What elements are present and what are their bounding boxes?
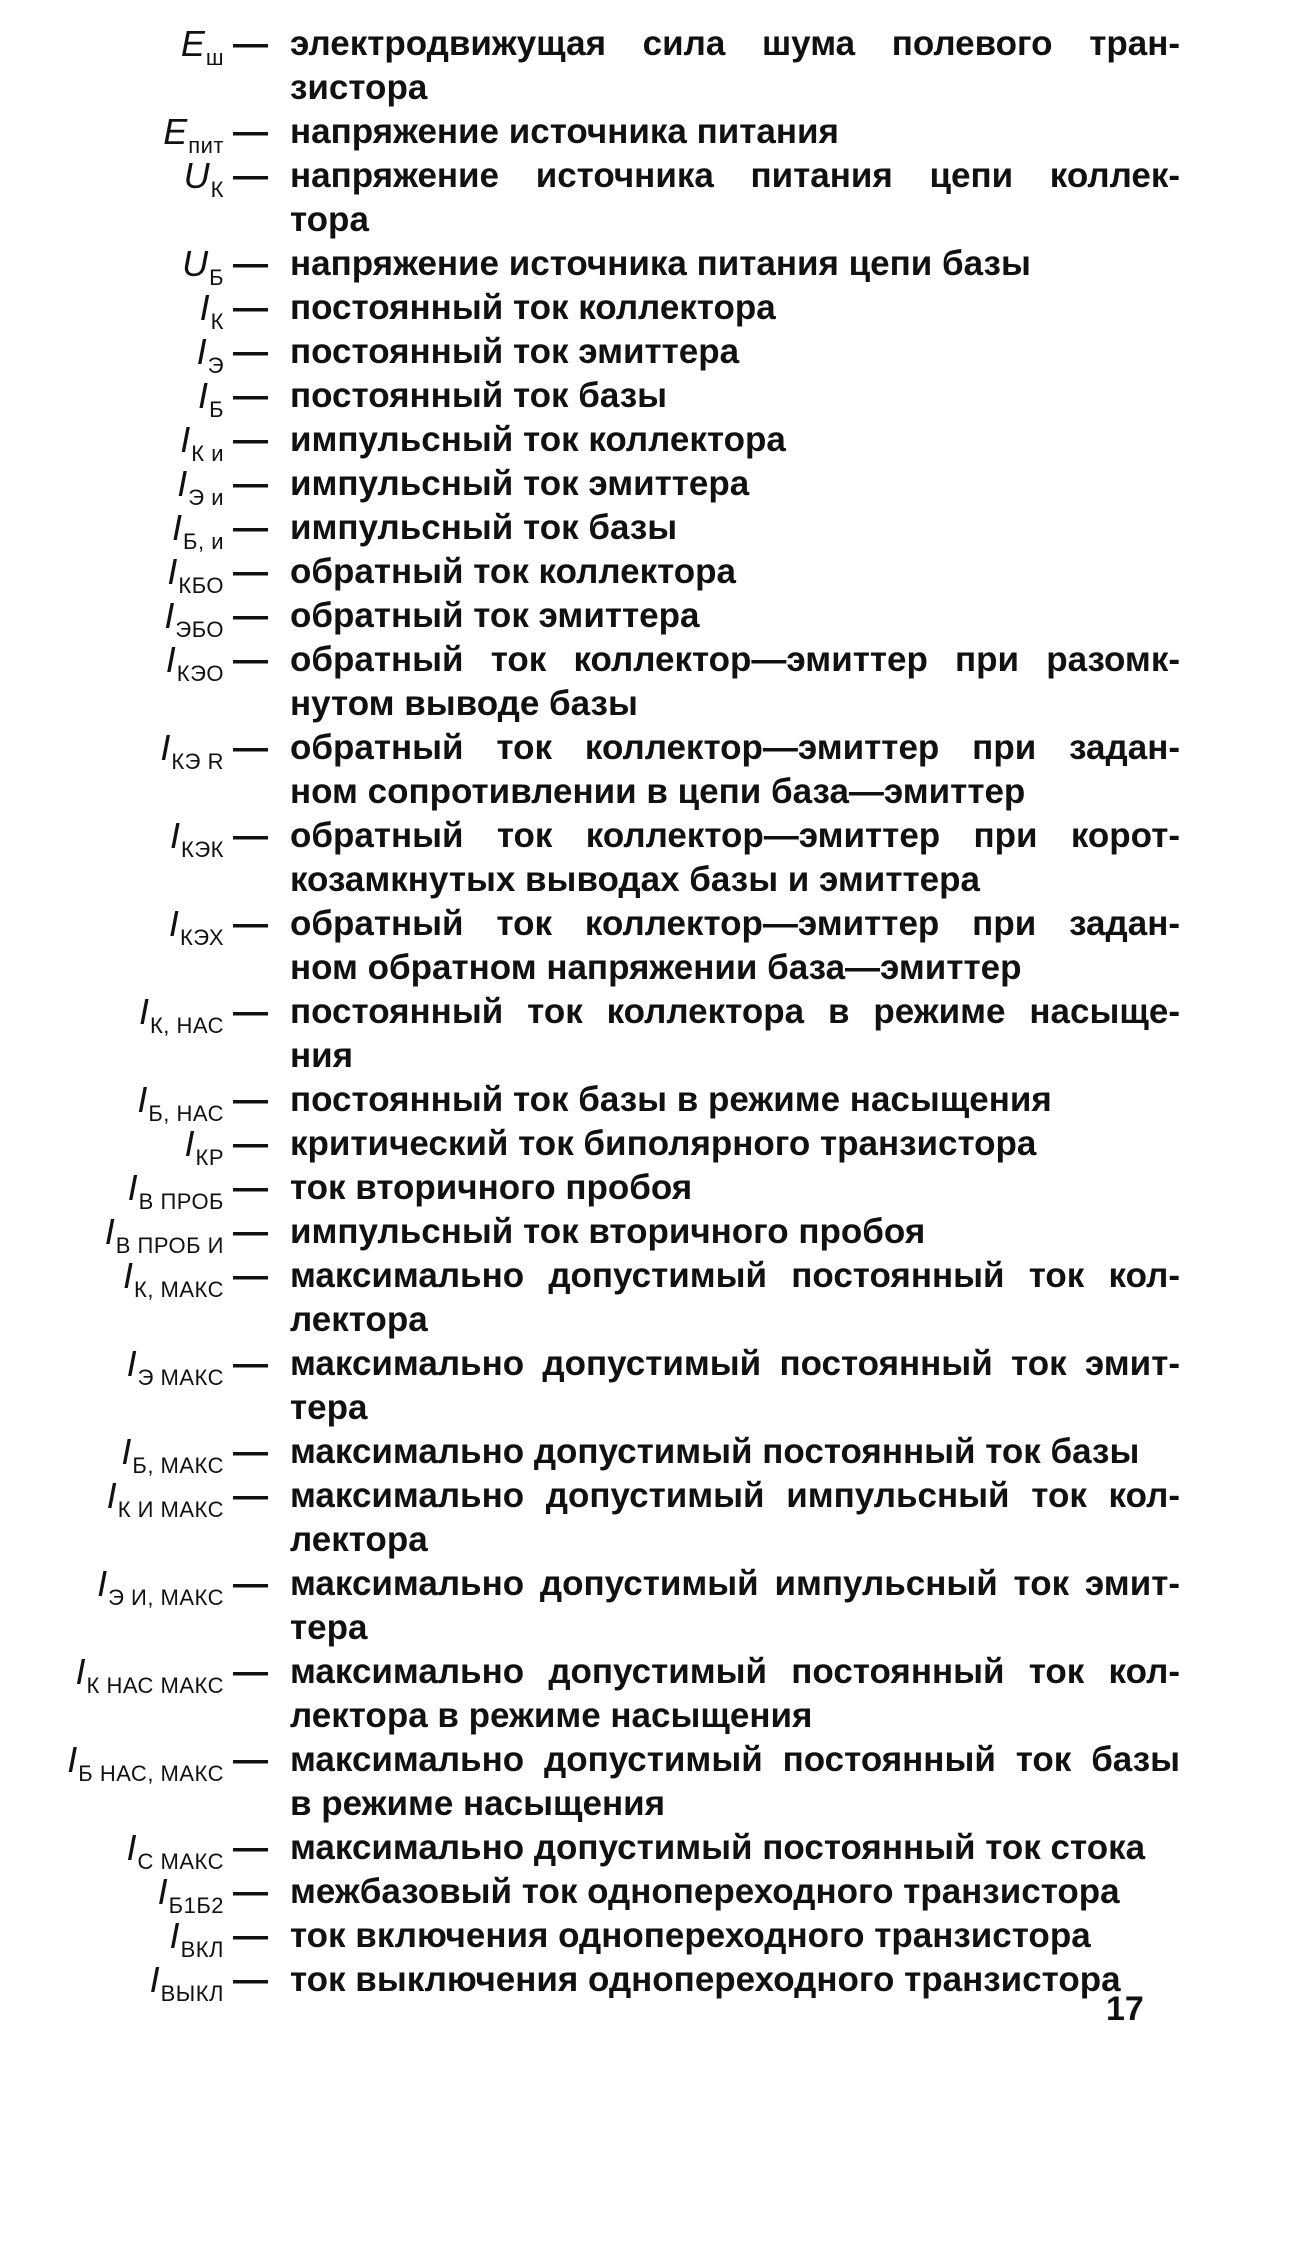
definition xyxy=(290,1122,1180,1166)
symbol xyxy=(184,154,224,203)
symbol xyxy=(137,1078,224,1127)
symbol xyxy=(180,418,224,467)
symbol-main: I xyxy=(122,1255,133,1296)
glossary-entry xyxy=(0,1826,1296,1874)
definition xyxy=(290,814,1180,902)
symbol-main: I xyxy=(67,1739,78,1780)
symbol xyxy=(127,1342,224,1391)
em-dash: — xyxy=(233,156,268,195)
em-dash: — xyxy=(233,640,268,679)
definition-line: максимально допустимый постоянный ток базы xyxy=(290,1432,1140,1471)
symbol xyxy=(97,1562,224,1611)
definition-line: обратный ток эмиттера xyxy=(290,596,700,635)
em-dash: — xyxy=(233,1916,268,1955)
definition-line: обратный ток коллектор—эмиттер при корот- xyxy=(290,816,1180,855)
symbol-subscript: К И МАКС xyxy=(117,1497,224,1522)
definition xyxy=(290,110,1180,154)
definition-line: обратный ток коллектор—эмиттер при задан- xyxy=(290,728,1180,767)
definition-line: напряжение источника питания цепи базы xyxy=(290,244,1031,283)
definition xyxy=(290,462,1180,506)
symbol-main: I xyxy=(97,1563,108,1604)
symbol xyxy=(181,22,224,71)
em-dash: — xyxy=(233,1432,268,1471)
symbol xyxy=(169,902,224,951)
symbol-subscript: Б xyxy=(209,397,224,422)
symbol-subscript: КЭК xyxy=(181,837,224,862)
symbol xyxy=(76,1650,224,1699)
em-dash: — xyxy=(233,596,268,635)
symbol-subscript: К НАС МАКС xyxy=(86,1673,224,1698)
symbol xyxy=(198,374,224,423)
definition-line: козамкнутых выводах базы и эмиттера xyxy=(290,860,980,899)
em-dash: — xyxy=(233,1564,268,1603)
symbol xyxy=(200,286,224,335)
definition-line: импульсный ток базы xyxy=(290,508,678,547)
glossary-entry xyxy=(0,506,1296,554)
symbol-main: I xyxy=(160,727,171,768)
glossary-entry xyxy=(0,638,1296,726)
symbol-subscript: ВЫКЛ xyxy=(160,1981,224,2006)
em-dash: — xyxy=(233,112,268,151)
glossary-entry xyxy=(0,462,1296,510)
symbol-main: I xyxy=(138,991,149,1032)
definition xyxy=(290,418,1180,462)
em-dash: — xyxy=(233,464,268,503)
symbol-main: I xyxy=(106,1475,117,1516)
definition xyxy=(290,1254,1180,1342)
symbol-main: I xyxy=(172,507,183,548)
symbol-subscript: К, МАКС xyxy=(134,1277,224,1302)
definition-line: тера xyxy=(290,1608,368,1647)
symbol xyxy=(139,990,224,1039)
definition xyxy=(290,1342,1180,1430)
definition-line: импульсный ток эмиттера xyxy=(290,464,750,503)
glossary-entry xyxy=(0,1870,1296,1918)
symbol-main: I xyxy=(127,1167,138,1208)
symbol xyxy=(67,1738,224,1787)
definition-line: максимально допустимый постоянный ток кол- xyxy=(290,1652,1180,1691)
glossary-entry xyxy=(0,1166,1296,1214)
glossary-entry xyxy=(0,154,1296,242)
definition xyxy=(290,1562,1180,1650)
definition-line: максимально допустимый постоянный ток кол- xyxy=(290,1256,1180,1295)
glossary-entry xyxy=(0,1254,1296,1342)
symbol-main: I xyxy=(126,1343,137,1384)
definition-line: постоянный ток базы в режиме насыщения xyxy=(290,1080,1052,1119)
symbol-subscript: Б1Б2 xyxy=(168,1893,224,1918)
symbol-main: I xyxy=(170,815,181,856)
definition-line: ном обратном напряжении база—эмиттер xyxy=(290,948,1022,987)
definition-line: лектора в режиме насыщения xyxy=(290,1696,813,1735)
symbol-subscript: КЭ R xyxy=(171,749,224,774)
em-dash: — xyxy=(233,1872,268,1911)
symbol xyxy=(127,1826,224,1875)
definition xyxy=(290,330,1180,374)
em-dash: — xyxy=(233,552,268,591)
definition xyxy=(290,1650,1180,1738)
symbol-subscript: Б, и xyxy=(183,529,224,554)
definition-line: ния xyxy=(290,1036,354,1075)
definition-line: постоянный ток базы xyxy=(290,376,668,415)
symbol xyxy=(184,1122,224,1171)
symbol-subscript: Э МАКС xyxy=(137,1365,224,1390)
symbol-subscript: С МАКС xyxy=(137,1849,224,1874)
symbol-main: I xyxy=(198,375,209,416)
definition xyxy=(290,550,1180,594)
definition-line: электродвижущая сила шума полевого тран- xyxy=(290,24,1180,63)
definition xyxy=(290,506,1180,550)
symbol xyxy=(121,1430,224,1479)
symbol xyxy=(197,330,224,379)
definition-line: ном сопротивлении в цепи база—эмиттер xyxy=(290,772,1026,811)
symbol-main: I xyxy=(137,1079,148,1120)
glossary-entry xyxy=(0,594,1296,642)
em-dash: — xyxy=(233,728,268,767)
definition-line: импульсный ток коллектора xyxy=(290,420,786,459)
em-dash: — xyxy=(233,1960,268,1999)
definition xyxy=(290,1078,1180,1122)
definition xyxy=(290,726,1180,814)
definition-line: максимально допустимый импульсный ток кол- xyxy=(290,1476,1180,1515)
symbol xyxy=(170,814,224,863)
symbol-subscript: ЭБО xyxy=(175,617,224,642)
symbol-main: I xyxy=(196,331,207,372)
definition-line: напряжение источника питания цепи коллек- xyxy=(290,156,1180,195)
symbol-main: I xyxy=(126,1827,137,1868)
symbol-subscript: В ПРОБ И xyxy=(115,1233,224,1258)
glossary-entry xyxy=(0,990,1296,1078)
page-number: 17 xyxy=(1106,1990,1144,2028)
definition xyxy=(290,638,1180,726)
definition-line: зистора xyxy=(290,68,428,107)
definition xyxy=(290,1474,1180,1562)
symbol-subscript: КЭХ xyxy=(179,925,224,950)
definition-line: тора xyxy=(290,200,369,239)
glossary-entry xyxy=(0,1562,1296,1650)
glossary-entry xyxy=(0,550,1296,598)
symbol-main: I xyxy=(180,419,191,460)
em-dash: — xyxy=(233,1344,268,1383)
definition-line: максимально допустимый импульсный ток эмит- xyxy=(290,1564,1180,1603)
symbol-main: I xyxy=(75,1651,86,1692)
symbol-subscript: пит xyxy=(188,133,224,158)
symbol xyxy=(105,1210,224,1259)
definition-line: в режиме насыщения xyxy=(290,1784,666,1823)
em-dash: — xyxy=(233,1212,268,1251)
symbol xyxy=(166,638,224,687)
definition-line: тера xyxy=(290,1388,368,1427)
symbol-main: I xyxy=(149,1959,160,2000)
symbol-subscript: ш xyxy=(205,45,224,70)
definition xyxy=(290,22,1180,110)
em-dash: — xyxy=(233,376,268,415)
symbol xyxy=(158,1870,224,1919)
symbol-subscript: Б НАС, МАКС xyxy=(78,1761,224,1786)
symbol-main: I xyxy=(121,1431,132,1472)
definition-line: импульсный ток вторичного пробоя xyxy=(290,1212,926,1251)
glossary-list xyxy=(0,22,1296,2006)
symbol xyxy=(128,1166,224,1215)
symbol-main: I xyxy=(165,639,176,680)
glossary-entry xyxy=(0,1914,1296,1962)
symbol-main: I xyxy=(184,1123,195,1164)
symbol-main: I xyxy=(157,1871,168,1912)
symbol-subscript: Б xyxy=(209,265,224,290)
definition xyxy=(290,1738,1180,1826)
definition-line: ток выключения однопереходного транзистора xyxy=(290,1960,1121,1999)
glossary-entry xyxy=(0,1078,1296,1126)
glossary-entry xyxy=(0,330,1296,378)
em-dash: — xyxy=(233,1256,268,1295)
glossary-entry xyxy=(0,1958,1296,2006)
definition-line: лектора xyxy=(290,1520,428,1559)
glossary-entry xyxy=(0,1738,1296,1826)
symbol-main: E xyxy=(180,23,205,64)
definition-line: обратный ток коллектора xyxy=(290,552,737,591)
definition-line: ток вторичного пробоя xyxy=(290,1168,693,1207)
definition xyxy=(290,286,1180,330)
definition-line: максимально допустимый постоянный ток стока xyxy=(290,1828,1146,1867)
glossary-entry xyxy=(0,726,1296,814)
definition xyxy=(290,594,1180,638)
glossary-entry xyxy=(0,1122,1296,1170)
em-dash: — xyxy=(233,1828,268,1867)
glossary-entry xyxy=(0,1650,1296,1738)
definition xyxy=(290,154,1180,242)
symbol xyxy=(170,1914,224,1963)
definition xyxy=(290,990,1180,1078)
definition xyxy=(290,1958,1180,2002)
definition xyxy=(290,1210,1180,1254)
definition-line: максимально допустимый постоянный ток эмит- xyxy=(290,1344,1180,1383)
symbol-main: E xyxy=(163,111,188,152)
symbol-subscript: К xyxy=(210,309,224,334)
em-dash: — xyxy=(233,332,268,371)
em-dash: — xyxy=(233,1080,268,1119)
definition xyxy=(290,1166,1180,1210)
definition xyxy=(290,242,1180,286)
em-dash: — xyxy=(233,1168,268,1207)
definition-line: постоянный ток эмиттера xyxy=(290,332,740,371)
symbol-main: I xyxy=(169,1915,180,1956)
definition-line: лектора xyxy=(290,1300,428,1339)
glossary-entry xyxy=(0,1474,1296,1562)
symbol-subscript: КБО xyxy=(178,573,224,598)
glossary-entry xyxy=(0,1210,1296,1258)
em-dash: — xyxy=(233,244,268,283)
symbol-subscript: Б, МАКС xyxy=(132,1453,224,1478)
definition xyxy=(290,1430,1180,1474)
symbol-subscript: КР xyxy=(195,1145,224,1170)
symbol-main: I xyxy=(168,903,179,944)
definition-line: нутом выводе базы xyxy=(290,684,638,723)
definition xyxy=(290,1914,1180,1958)
glossary-entry xyxy=(0,110,1296,158)
em-dash: — xyxy=(233,816,268,855)
em-dash: — xyxy=(233,904,268,943)
definition-line: напряжение источника питания xyxy=(290,112,839,151)
symbol xyxy=(163,110,224,159)
symbol-subscript: К, НАС xyxy=(149,1013,224,1038)
definition xyxy=(290,1870,1180,1914)
glossary-entry xyxy=(0,22,1296,110)
definition-line: постоянный ток коллектора xyxy=(290,288,776,327)
glossary-entry xyxy=(0,374,1296,422)
definition-line: обратный ток коллектор—эмиттер при задан- xyxy=(290,904,1180,943)
symbol-main: I xyxy=(104,1211,115,1252)
em-dash: — xyxy=(233,24,268,63)
symbol-subscript: Э и xyxy=(188,485,224,510)
glossary-entry xyxy=(0,1430,1296,1478)
glossary-entry xyxy=(0,814,1296,902)
symbol xyxy=(107,1474,224,1523)
em-dash: — xyxy=(233,1476,268,1515)
glossary-entry xyxy=(0,418,1296,466)
symbol-main: U xyxy=(183,155,210,196)
symbol xyxy=(177,462,224,511)
symbol-main: I xyxy=(167,551,178,592)
symbol-subscript: К xyxy=(210,177,224,202)
definition-line: постоянный ток коллектора в режиме насыще- xyxy=(290,992,1180,1031)
definition-line: межбазовый ток однопереходного транзистора xyxy=(290,1872,1120,1911)
glossary-entry xyxy=(0,1342,1296,1430)
symbol-subscript: В ПРОБ xyxy=(138,1189,224,1214)
symbol-subscript: Э xyxy=(207,353,224,378)
em-dash: — xyxy=(233,1124,268,1163)
em-dash: — xyxy=(233,420,268,459)
symbol xyxy=(182,242,224,291)
definition-line: обратный ток коллектор—эмиттер при разомк- xyxy=(290,640,1180,679)
em-dash: — xyxy=(233,1652,268,1691)
definition-line: максимально допустимый постоянный ток базы xyxy=(290,1740,1180,1779)
symbol-subscript: ВКЛ xyxy=(180,1937,224,1962)
symbol xyxy=(160,726,224,775)
symbol-main: I xyxy=(164,595,175,636)
definition xyxy=(290,902,1180,990)
glossary-entry xyxy=(0,902,1296,990)
symbol-subscript: КЭО xyxy=(176,661,224,686)
symbol xyxy=(164,594,224,643)
symbol-subscript: Э И, МАКС xyxy=(108,1585,224,1610)
symbol xyxy=(150,1958,224,2007)
symbol-main: I xyxy=(177,463,188,504)
glossary-entry xyxy=(0,286,1296,334)
em-dash: — xyxy=(233,508,268,547)
definition xyxy=(290,1826,1180,1870)
symbol xyxy=(172,506,224,555)
symbol-subscript: Б, НАС xyxy=(148,1101,224,1126)
symbol-subscript: К и xyxy=(191,441,224,466)
em-dash: — xyxy=(233,288,268,327)
em-dash: — xyxy=(233,1740,268,1779)
symbol xyxy=(123,1254,224,1303)
em-dash: — xyxy=(233,992,268,1031)
symbol-main: I xyxy=(199,287,210,328)
symbol-main: U xyxy=(182,243,209,284)
definition-line: критический ток биполярного транзистора xyxy=(290,1124,1037,1163)
definition-line: ток включения однопереходного транзистора xyxy=(290,1916,1091,1955)
symbol xyxy=(167,550,224,599)
glossary-entry xyxy=(0,242,1296,290)
definition xyxy=(290,374,1180,418)
